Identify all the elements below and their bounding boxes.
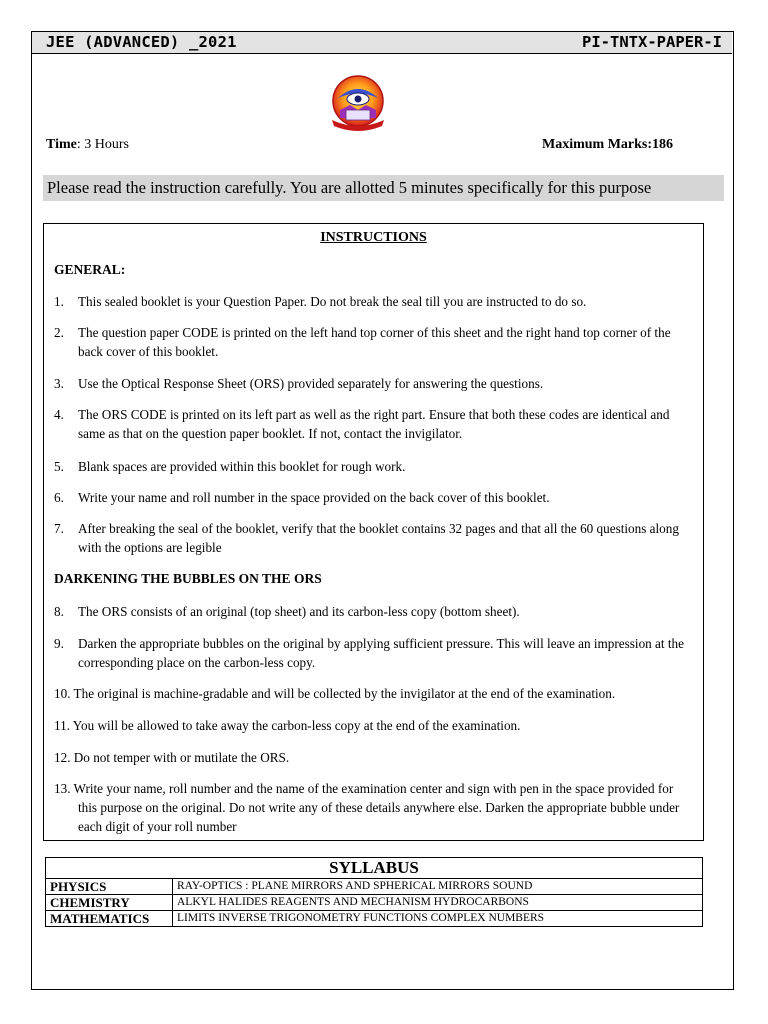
syllabus-title: SYLLABUS — [46, 858, 703, 879]
instructions-title: INSTRUCTIONS — [320, 230, 427, 245]
exam-title: JEE (ADVANCED) _2021 — [46, 33, 237, 51]
subject-cell: CHEMISTRY — [46, 895, 173, 911]
table-row — [46, 911, 703, 927]
instruction-item: 5. Blank spaces are provided within this booklet for rough work. — [54, 459, 406, 474]
instruction-item: 4. The ORS CODE is printed on its left part as well as the right part. Ensure that both these codes are identical and same as that on the question paper booklet. If not, contact the invigilator. — [54, 407, 670, 441]
bubbles-heading: DARKENING THE BUBBLES ON THE ORS — [54, 571, 322, 586]
instruction-item: 2. The question paper CODE is printed on the left hand top corner of this sheet and the right hand top corner of the back cover of this booklet. — [54, 325, 671, 359]
instruction-item: 3. Use the Optical Response Sheet (ORS) provided separately for answering the questions. — [54, 376, 544, 391]
subject-cell: MATHEMATICS — [46, 911, 173, 927]
instruction-item: 12. Do not temper with or mutilate the ORS. — [54, 750, 290, 765]
instructions-box — [43, 223, 704, 841]
instruction-item: 6. Write your name and roll number in the space provided on the back cover of this booklet. — [54, 490, 550, 505]
subject-cell: PHYSICS — [46, 879, 173, 895]
time-allowed: Time: 3 Hours — [46, 137, 129, 152]
reading-notice: Please read the instruction carefully. You are allotted 5 minutes specifically for this purpose — [43, 175, 724, 201]
instruction-item: 1. This sealed booklet is your Question Paper. Do not break the seal till you are instructed to do so. — [54, 294, 587, 309]
table-row — [46, 895, 703, 911]
institute-emblem-logo — [324, 74, 392, 136]
topics-cell: RAY-OPTICS : PLANE MIRRORS AND SPHERICAL MIRRORS SOUND — [173, 879, 703, 895]
maximum-marks: Maximum Marks:186 — [542, 137, 674, 152]
instruction-item: 13. Write your name, roll number and the name of the examination center and sign with pen in the space provided for this purpose on the original. Do not write any of these details anywhere else. Darken the appropriate bubble under each digit of your roll number — [54, 781, 680, 834]
instruction-item: 11. You will be allowed to take away the carbon-less copy at the end of the examination. — [54, 718, 521, 733]
instruction-item: 10. The original is machine-gradable and will be collected by the invigilator at the end of the examination. — [54, 686, 616, 701]
instruction-item: 8. The ORS consists of an original (top sheet) and its carbon-less copy (bottom sheet). — [54, 604, 520, 619]
instruction-item: 7. After breaking the seal of the booklet, verify that the booklet contains 32 pages and that all the 60 questions along with the options are legible — [54, 521, 679, 555]
paper-code: PI-TNTX-PAPER-I — [582, 33, 722, 51]
topics-cell: ALKYL HALIDES REAGENTS AND MECHANISM HYDROCARBONS — [173, 895, 703, 911]
syllabus-table — [45, 857, 703, 927]
topics-cell: LIMITS INVERSE TRIGONOMETRY FUNCTIONS COMPLEX NUMBERS — [173, 911, 703, 927]
instruction-item: 9. Darken the appropriate bubbles on the original by applying sufficient pressure. This will leave an impression at the corresponding place on the carbon-less copy. — [54, 636, 684, 670]
general-heading: GENERAL: — [54, 262, 126, 277]
table-row — [46, 879, 703, 895]
header-bar — [32, 32, 732, 54]
